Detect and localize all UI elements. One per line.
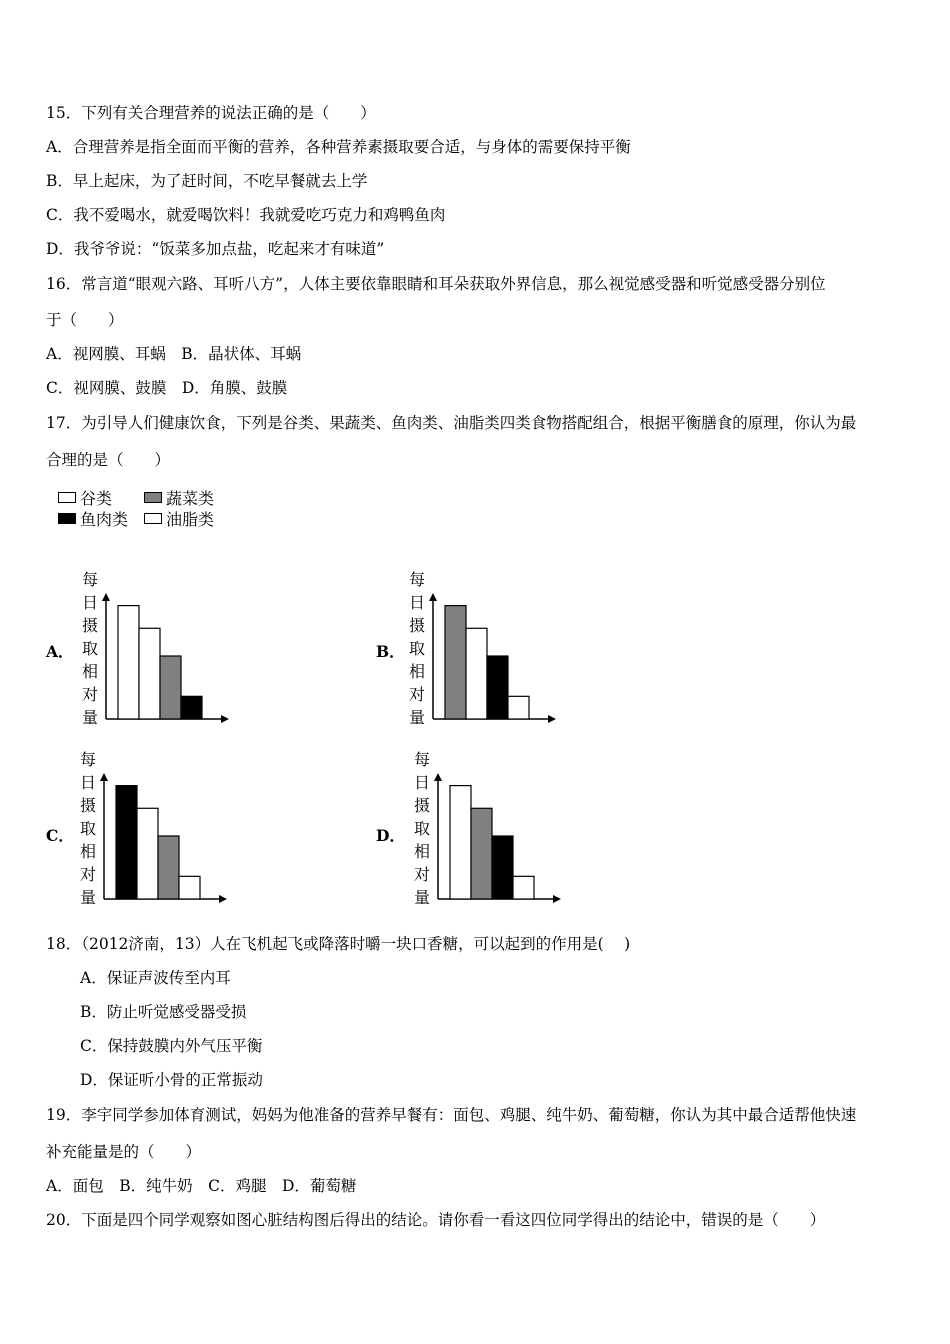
y-axis-label-char: 对 xyxy=(414,865,431,884)
q16-options-row1: A．视网膜、耳蜗 B．晶状体、耳蜗 xyxy=(46,345,302,363)
y-axis-label-char: 摄 xyxy=(409,616,426,635)
legend-item-vegetable: 蔬菜类 xyxy=(144,486,230,509)
x-axis-arrow xyxy=(553,895,561,903)
q16-stem-line2: 于（ ） xyxy=(46,311,124,329)
bar-4 xyxy=(513,876,534,899)
y-axis-label-char: 日 xyxy=(409,593,426,612)
bar-2 xyxy=(471,808,492,899)
q18-option-b: B．防止听觉感受器受损 xyxy=(80,1003,247,1021)
y-axis-label-char: 取 xyxy=(414,819,431,838)
bar-chart-b xyxy=(405,565,565,730)
chart-d-label: D． xyxy=(376,826,405,845)
y-axis-label-char: 日 xyxy=(80,773,97,792)
y-axis-arrow xyxy=(429,593,437,601)
legend-swatch-white xyxy=(144,513,162,524)
chart-a-label: A． xyxy=(46,642,74,661)
y-axis-arrow xyxy=(100,773,108,781)
legend-item-oil: 油脂类 xyxy=(144,507,230,530)
q15-option-b: B．早上起床，为了赶时间，不吃早餐就去上学 xyxy=(46,172,368,190)
x-axis-arrow xyxy=(219,895,227,903)
q17-stem-line1: 17．为引导人们健康饮食，下列是谷类、果蔬类、鱼肉类、油脂类四类食物搭配组合，根据平衡膳食的原理，你认为最 xyxy=(46,414,857,432)
legend-swatch-white xyxy=(58,492,76,503)
legend-item-fish-meat: 鱼肉类 xyxy=(58,507,144,530)
y-axis-label-char: 取 xyxy=(409,639,426,658)
q19-options-row: A．面包 B．纯牛奶 C．鸡腿 D．葡萄糖 xyxy=(46,1177,357,1195)
bar-4 xyxy=(179,876,200,899)
bar-2 xyxy=(139,628,160,719)
bar-1 xyxy=(116,786,137,899)
y-axis-label-char: 量 xyxy=(409,708,426,727)
bar-3 xyxy=(160,656,181,719)
y-axis-label-char: 日 xyxy=(414,773,431,792)
y-axis-label-char: 摄 xyxy=(82,616,99,635)
y-axis-label-char: 摄 xyxy=(414,796,431,815)
x-axis-arrow xyxy=(548,715,556,723)
y-axis-label-char: 每 xyxy=(82,570,99,589)
q19-stem-line2: 补充能量是的（ ） xyxy=(46,1143,202,1161)
y-axis-label-char: 量 xyxy=(80,888,97,907)
y-axis-label-char: 取 xyxy=(80,819,97,838)
q19-stem-line1: 19．李宇同学参加体育测试，妈妈为他准备的营养早餐有：面包、鸡腿、纯牛奶、葡萄糖，你认为其中最合适帮他快速 xyxy=(46,1106,857,1124)
bar-1 xyxy=(450,786,471,899)
bar-4 xyxy=(508,696,529,719)
bar-chart-a xyxy=(78,565,238,730)
y-axis-label-char: 取 xyxy=(82,639,99,658)
y-axis-arrow xyxy=(434,773,442,781)
y-axis-label-char: 对 xyxy=(82,685,99,704)
y-axis-label-char: 每 xyxy=(414,750,431,769)
chart-legend xyxy=(58,487,230,529)
y-axis-label-char: 相 xyxy=(409,662,426,681)
y-axis-label-char: 量 xyxy=(82,708,99,727)
y-axis-label-char: 日 xyxy=(82,593,99,612)
y-axis-label-char: 摄 xyxy=(80,796,97,815)
bar-3 xyxy=(492,836,513,899)
bar-1 xyxy=(445,606,466,719)
legend-swatch-black xyxy=(58,513,76,524)
y-axis-label-char: 相 xyxy=(80,842,97,861)
q16-options-row2: C．视网膜、鼓膜 D．角膜、鼓膜 xyxy=(46,379,288,397)
q17-stem-line2: 合理的是（ ） xyxy=(46,451,171,469)
y-axis-label-char: 每 xyxy=(409,570,426,589)
chart-b-label: B． xyxy=(376,642,405,661)
bar-3 xyxy=(487,656,508,719)
y-axis-label-char: 相 xyxy=(414,842,431,861)
q18-option-d: D．保证听小骨的正常振动 xyxy=(80,1071,263,1089)
q18-option-a: A．保证声波传至内耳 xyxy=(80,969,231,987)
y-axis-label-char: 每 xyxy=(80,750,97,769)
q18-stem: 18．（2012济南，13）人在飞机起飞或降落时嚼一块口香糖，可以起到的作用是( ) xyxy=(46,935,631,953)
y-axis-label-char: 相 xyxy=(82,662,99,681)
q15-option-a: A．合理营养是指全面而平衡的营养，各种营养素摄取要合适，与身体的需要保持平衡 xyxy=(46,138,631,156)
q15-option-d: D．我爷爷说：“饭菜多加点盐，吃起来才有味道” xyxy=(46,240,385,258)
bar-3 xyxy=(158,836,179,899)
bar-chart-d xyxy=(410,745,570,910)
legend-swatch-gray xyxy=(144,492,162,503)
q18-option-c: C．保持鼓膜内外气压平衡 xyxy=(80,1037,263,1055)
q15-option-c: C．我不爱喝水，就爱喝饮料！我就爱吃巧克力和鸡鸭鱼肉 xyxy=(46,206,446,224)
x-axis-arrow xyxy=(221,715,229,723)
q16-stem-line1: 16．常言道“眼观六路、耳听八方”，人体主要依靠眼睛和耳朵获取外界信息，那么视觉感受器和听觉感受器分别位 xyxy=(46,275,826,293)
bar-2 xyxy=(466,628,487,719)
bar-4 xyxy=(181,696,202,719)
y-axis-label-char: 量 xyxy=(414,888,431,907)
bar-2 xyxy=(137,808,158,899)
legend-item-grain: 谷类 xyxy=(58,486,144,509)
q15-stem: 15．下列有关合理营养的说法正确的是（ ） xyxy=(46,104,376,122)
y-axis-label-char: 对 xyxy=(409,685,426,704)
bar-chart-c xyxy=(76,745,236,910)
bar-1 xyxy=(118,606,139,719)
chart-c-label: C． xyxy=(46,826,74,845)
y-axis-label-char: 对 xyxy=(80,865,97,884)
y-axis-arrow xyxy=(102,593,110,601)
q20-stem: 20．下面是四个同学观察如图心脏结构图后得出的结论。请你看一看这四位同学得出的结论中，错误的是（ ） xyxy=(46,1211,826,1229)
